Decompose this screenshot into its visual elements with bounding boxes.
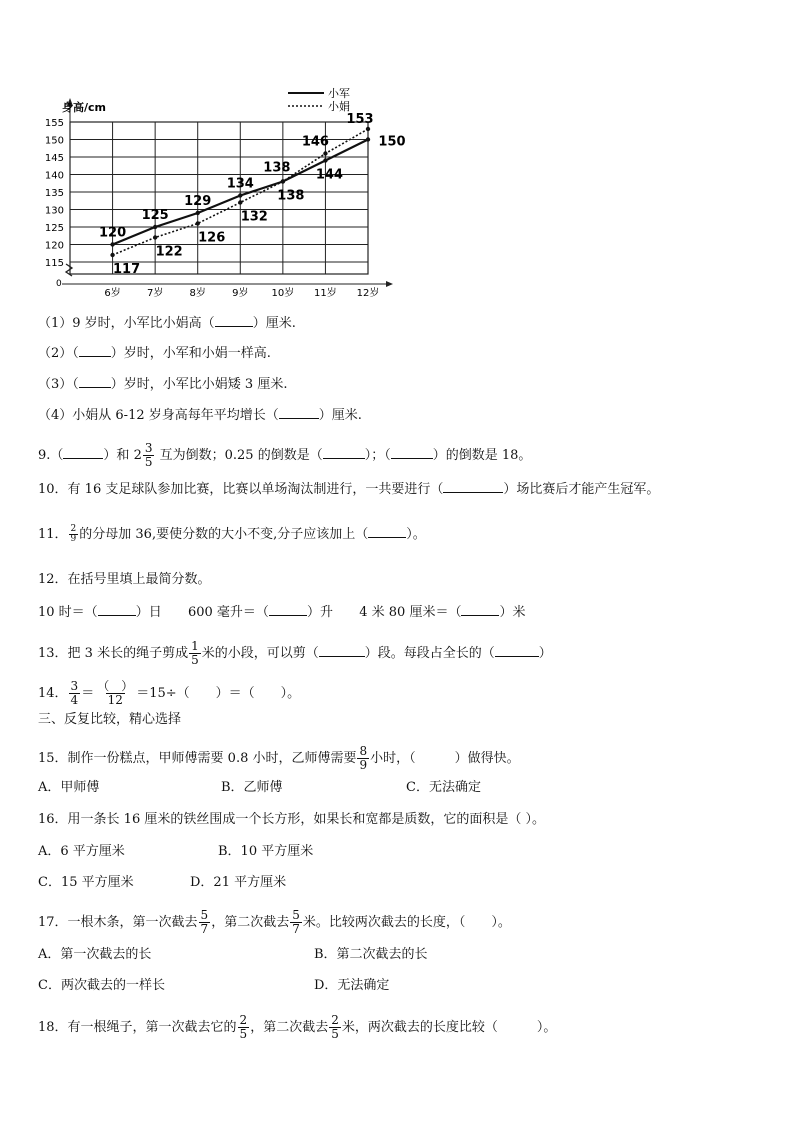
chart-ticks bbox=[45, 118, 379, 299]
data-point bbox=[110, 242, 114, 246]
answer-blank[interactable] bbox=[368, 525, 406, 538]
mixed-number: 2 $\frac{3}{5}$ bbox=[133, 441, 153, 469]
data-label-xiaojun: 129 bbox=[184, 194, 212, 209]
answer-blank[interactable] bbox=[79, 375, 111, 388]
origin-label: 0 bbox=[56, 279, 62, 289]
question-12-items: 10 时＝（ ）日 600 毫升＝（ ）升 4 米 80 厘米＝（ ）米 bbox=[38, 605, 526, 620]
q15-options bbox=[38, 780, 481, 796]
data-point bbox=[196, 221, 200, 225]
y-tick-label: 120 bbox=[44, 240, 64, 252]
chart-data-labels bbox=[99, 112, 406, 277]
data-point bbox=[281, 179, 285, 183]
data-label-xiaojuan: 138 bbox=[263, 160, 291, 176]
data-label-xiaojun: 150 bbox=[378, 134, 406, 150]
question-11: 11． $\frac{2}{9}$ 的分母加 36,要使分数的大小不变,分子应该加上（ ）。 bbox=[38, 524, 426, 544]
option-b[interactable]: B．10 平方厘米 bbox=[218, 844, 314, 859]
data-point bbox=[238, 200, 242, 204]
question-12-title: 12．在括号里填上最简分数。 bbox=[38, 572, 211, 587]
section-3-title: 三、反复比较，精心选择 bbox=[38, 712, 182, 727]
y-tick-label: 135 bbox=[44, 188, 64, 199]
data-point bbox=[196, 211, 200, 215]
x-tick-label: 6岁 bbox=[104, 288, 121, 299]
q8-part1: （1）9 岁时，小军比小娟高（ ）厘米. bbox=[38, 316, 296, 331]
data-point bbox=[153, 235, 157, 239]
data-label-xiaojun: 138 bbox=[277, 188, 305, 204]
data-point bbox=[323, 151, 327, 155]
question-13: 13．把 3 米长的绳子剪成 $\frac{1}{5}$ 米的小段，可以剪（ ）段。每段占全长的（ ） bbox=[38, 639, 552, 667]
answer-blank[interactable] bbox=[269, 603, 307, 616]
option-b[interactable]: B．乙师傅 bbox=[221, 780, 283, 795]
y-tick-label: 140 bbox=[44, 170, 64, 182]
data-label-xiaojun: 144 bbox=[315, 167, 343, 183]
question-14: 14． $\frac{3}{4}$ ＝ $\frac{( )}{12}$ ＝15÷（ ）＝（ ）。 bbox=[38, 679, 301, 707]
data-label-xiaojuan: 132 bbox=[240, 209, 268, 225]
option-a[interactable]: A．第一次截去的长 bbox=[38, 947, 152, 962]
x-tick-label: 11岁 bbox=[314, 288, 337, 299]
answer-blank[interactable] bbox=[79, 344, 111, 357]
answer-blank[interactable] bbox=[98, 603, 136, 616]
option-b[interactable]: B．第二次截去的长 bbox=[314, 947, 428, 962]
option-a[interactable]: A．甲师傅 bbox=[38, 780, 100, 795]
answer-blank[interactable] bbox=[319, 644, 365, 657]
data-label-xiaojuan: 146 bbox=[301, 134, 329, 150]
y-tick-label: 150 bbox=[44, 135, 64, 147]
option-c[interactable]: C．无法确定 bbox=[406, 780, 481, 795]
answer-blank[interactable] bbox=[443, 480, 503, 493]
data-point bbox=[238, 193, 242, 197]
x-tick-label: 12岁 bbox=[356, 288, 380, 299]
x-tick-label: 8岁 bbox=[189, 288, 206, 299]
y-tick-label: 125 bbox=[44, 223, 64, 234]
chart-legend bbox=[288, 86, 350, 113]
option-d[interactable]: D．21 平方厘米 bbox=[190, 875, 287, 890]
option-c[interactable]: C．15 平方厘米 bbox=[38, 875, 134, 890]
x-tick-label: 7岁 bbox=[146, 288, 164, 299]
x-tick-label: 9岁 bbox=[232, 288, 249, 299]
q17-options-row2 bbox=[38, 978, 389, 994]
question-15: 15．制作一份糕点，甲师傅需要 0.8 小时，乙师傅需要 $\frac{8}{9}$ 小时，（ ）做得快。 bbox=[38, 744, 520, 772]
answer-blank[interactable] bbox=[323, 446, 365, 459]
question-10: 10．有 16 支足球队参加比赛，比赛以单场淘汰制进行，一共要进行（ ）场比赛后才能产生冠军。 bbox=[38, 482, 660, 497]
x-tick-label: 10岁 bbox=[271, 288, 295, 299]
option-d[interactable]: D．无法确定 bbox=[314, 978, 390, 993]
y-tick-label: 155 bbox=[44, 118, 64, 129]
data-label-xiaojuan: 117 bbox=[113, 262, 141, 277]
data-label-xiaojun: 134 bbox=[226, 176, 254, 192]
data-point bbox=[153, 225, 157, 229]
data-point bbox=[110, 253, 114, 257]
legend-label: 小娟 bbox=[328, 100, 350, 113]
data-point bbox=[366, 127, 370, 131]
option-c[interactable]: C．两次截去的一样长 bbox=[38, 978, 165, 993]
answer-blank[interactable] bbox=[391, 446, 433, 459]
y-tick-label: 115 bbox=[44, 258, 64, 269]
height-line-chart bbox=[30, 84, 406, 299]
question-16: 16．用一条长 16 厘米的铁丝围成一个长方形，如果长和宽都是质数，它的面积是（ ）。 bbox=[38, 812, 545, 827]
q16-options-row1 bbox=[38, 844, 313, 860]
q8-part4: （4）小娟从 6-12 岁身高每年平均增长（ ）厘米. bbox=[38, 408, 362, 423]
answer-blank[interactable] bbox=[215, 314, 253, 327]
q17-options-row1 bbox=[38, 947, 428, 963]
data-label-xiaojuan: 126 bbox=[198, 230, 226, 246]
q8-part2: （2）（ ）岁时，小军和小娟一样高. bbox=[38, 346, 271, 361]
data-label-xiaojun: 120 bbox=[99, 225, 127, 241]
q8-part3: （3）（ ）岁时，小军比小娟矮 3 厘米. bbox=[38, 377, 288, 392]
y-tick-label: 130 bbox=[44, 205, 64, 217]
option-a[interactable]: A．6 平方厘米 bbox=[38, 844, 125, 859]
answer-blank[interactable] bbox=[495, 644, 539, 657]
answer-blank[interactable] bbox=[279, 406, 319, 419]
question-9: 9.（ ）和 2 $\frac{3}{5}$ 互为倒数；0.25 的倒数是（ ）；（ ）的倒数是 18。 bbox=[38, 441, 532, 469]
data-label-xiaojun: 125 bbox=[141, 208, 169, 223]
data-label-xiaojuan: 122 bbox=[155, 244, 183, 260]
answer-blank[interactable] bbox=[63, 446, 103, 459]
data-point bbox=[366, 137, 370, 141]
q16-options-row2 bbox=[38, 875, 286, 891]
y-axis-label: 身高/cm bbox=[62, 101, 106, 114]
data-point bbox=[323, 158, 327, 162]
x-axis-arrow bbox=[386, 281, 393, 287]
y-tick-label: 145 bbox=[44, 153, 64, 164]
data-label-xiaojuan: 153 bbox=[346, 112, 374, 127]
question-18: 18．有一根绳子，第一次截去它的 $\frac{2}{5}$ ，第二次截去 $\frac{2}{5}$ 米，两次截去的长度比较（ ）。 bbox=[38, 1013, 557, 1041]
answer-blank[interactable] bbox=[461, 603, 499, 616]
question-17: 17．一根木条，第一次截去 $\frac{5}{7}$ ，第二次截去 $\frac{5}{7}$ 米。比较两次截去的长度，（ ）。 bbox=[38, 908, 511, 936]
legend-label: 小军 bbox=[328, 87, 350, 100]
